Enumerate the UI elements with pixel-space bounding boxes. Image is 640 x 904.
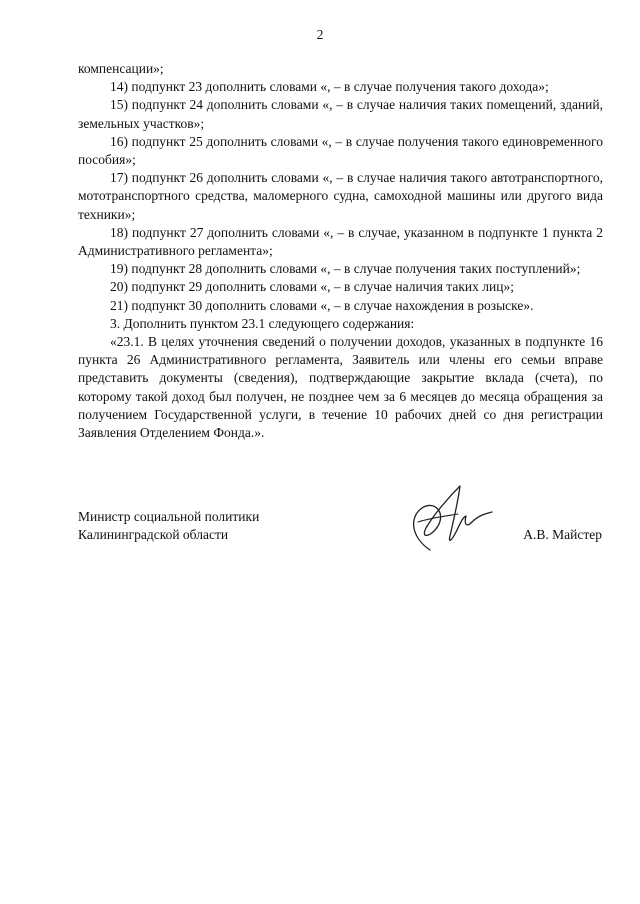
handwritten-signature [400, 478, 500, 558]
paragraph-item-16: 16) подпункт 25 дополнить словами «, – в случае получения такого единовременного пособия»; [78, 133, 603, 168]
paragraph-item-20: 20) подпункт 29 дополнить словами «, – в случае наличия таких лиц»; [110, 279, 514, 295]
signatory-name: А.В. Майстер [523, 527, 602, 542]
paragraph-item-15: 15) подпункт 24 дополнить словами «, – в случае наличия таких помещений, зданий, земельных участков»; [78, 97, 603, 131]
page-number: 2 [316, 27, 324, 42]
signatory-position-line1: Министр социальной политики [78, 509, 260, 524]
paragraph-item-14: 14) подпункт 23 дополнить словами «, – в случае получения такого дохода»; [110, 79, 549, 95]
signatory-position [78, 508, 259, 544]
paragraph-item-19: 19) подпункт 28 дополнить словами «, – в случае получения таких поступлений»; [110, 261, 581, 277]
paragraph-0: компенсации»; [78, 61, 164, 76]
paragraph-item-18: 18) подпункт 27 дополнить словами «, – в случае, указанном в подпункте 1 пункта 2 Административного регламента»; [78, 224, 603, 259]
paragraph-section-23-1: «23.1. В целях уточнения сведений о получении доходов, указанных в подпункте 16 пункта 26 Административного регламента, Заявитель или члены его семьи вправе представить документы (сведения), подтверждающие закрытие вклада (счета), по которому такой доход был получен, не позднее чем за 6 месяцев до месяца обращения за получением Государственной услуги, в течение 10 рабочих дней со дня регистрации Заявления Отделением Фонда.». [78, 334, 603, 441]
paragraph-item-17: 17) подпункт 26 дополнить словами «, – в случае наличия такого автотранспортного, мототранспортного средства, маломерного судна, самоходной машины или другого вида техники»; [78, 170, 603, 222]
paragraph-section-3: 3. Дополнить пунктом 23.1 следующего содержания: [110, 315, 415, 331]
document-body [78, 60, 603, 442]
paragraph-item-21: 21) подпункт 30 дополнить словами «, – в случае нахождения в розыске». [110, 297, 534, 313]
signatory-position-line2: Калининградской области [78, 527, 229, 543]
